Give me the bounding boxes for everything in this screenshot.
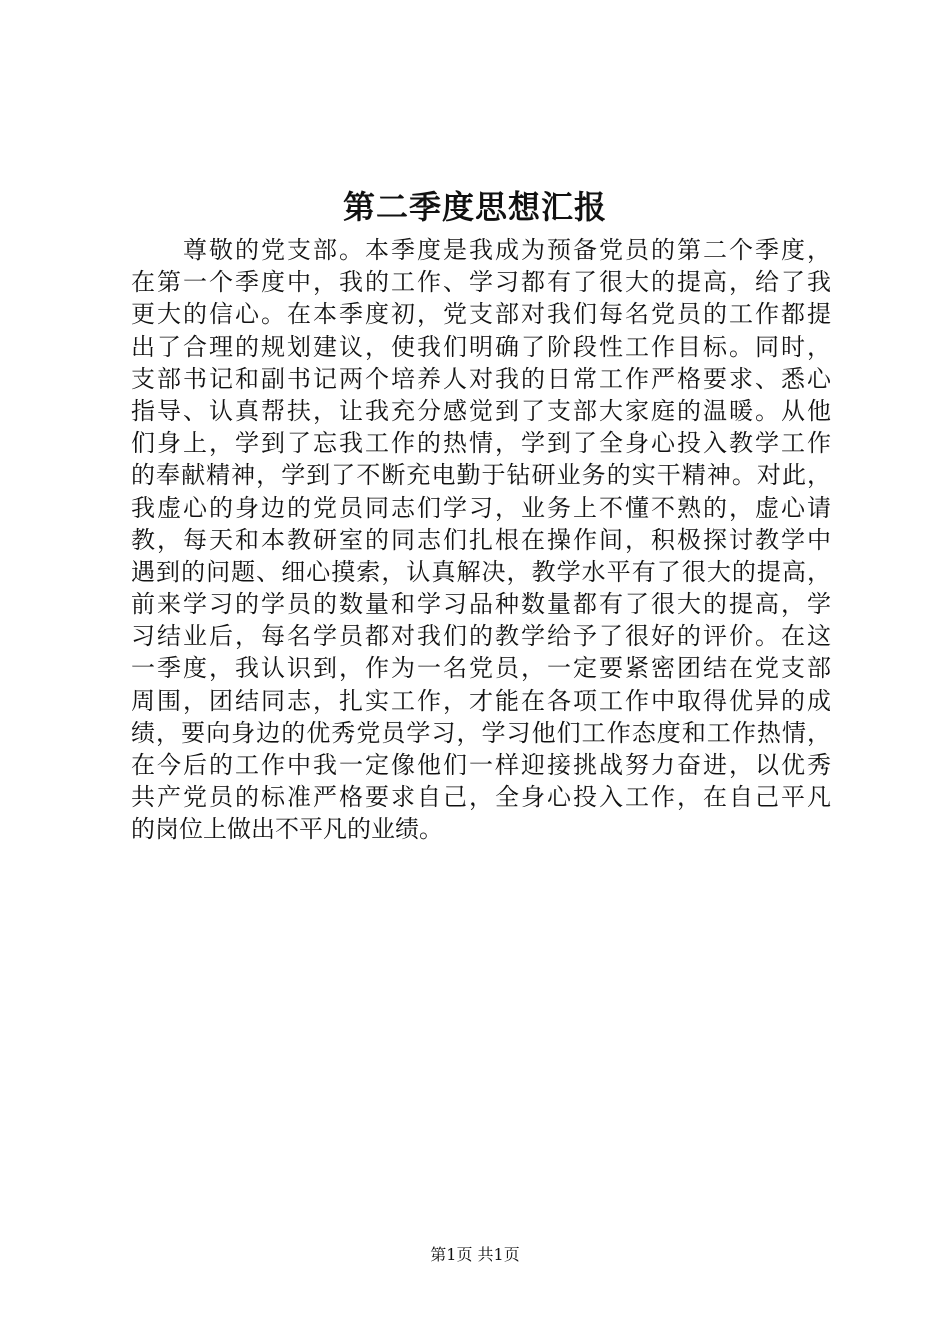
body-line: 周围，团结同志，扎实工作，才能在各项工作中取得优异的成	[131, 686, 831, 715]
body-line: 在第一个季度中，我的工作、学习都有了很大的提高，给了我	[131, 268, 831, 297]
body-line: 们身上，学到了忘我工作的热情，学到了全身心投入教学工作	[131, 429, 831, 458]
body-line: 前来学习的学员的数量和学习品种数量都有了很大的提高，学	[131, 590, 831, 619]
body-line: 尊敬的党支部。本季度是我成为预备党员的第二个季度，	[183, 236, 831, 264]
body-line: 遇到的问题、细心摸索，认真解决，教学水平有了很大的提高，	[131, 557, 831, 586]
body-line: 习结业后，每名学员都对我们的教学给予了很好的评价。在这	[131, 622, 831, 651]
body-line: 更大的信心。在本季度初，党支部对我们每名党员的工作都提	[131, 300, 831, 329]
body-line: 教，每天和本教研室的同志们扎根在操作间，积极探讨教学中	[131, 525, 831, 554]
document-body	[131, 234, 831, 846]
body-line: 支部书记和副书记两个培养人对我的日常工作严格要求、悉心	[131, 364, 831, 393]
body-line: 的岗位上做出不平凡的业绩。	[131, 815, 443, 844]
body-line: 指导、认真帮扶，让我充分感觉到了支部大家庭的温暖。从他	[131, 396, 831, 425]
body-line: 一季度，我认识到，作为一名党员，一定要紧密团结在党支部	[131, 654, 831, 683]
document-title: 第二季度思想汇报	[342, 188, 607, 226]
body-line: 绩，要向身边的优秀党员学习，学习他们工作态度和工作热情，	[131, 718, 831, 747]
body-line: 我虚心的身边的党员同志们学习，业务上不懂不熟的，虚心请	[131, 493, 831, 522]
body-line: 在今后的工作中我一定像他们一样迎接挑战努力奋进，以优秀	[131, 751, 831, 779]
page-number-footer: 第1页 共1页	[430, 1245, 520, 1264]
body-line: 的奉献精神，学到了不断充电勤于钻研业务的实干精神。对此，	[131, 461, 831, 490]
body-line: 出了合理的规划建议，使我们明确了阶段性工作目标。同时，	[131, 332, 831, 361]
body-line: 共产党员的标准严格要求自己，全身心投入工作，在自己平凡	[131, 783, 831, 812]
